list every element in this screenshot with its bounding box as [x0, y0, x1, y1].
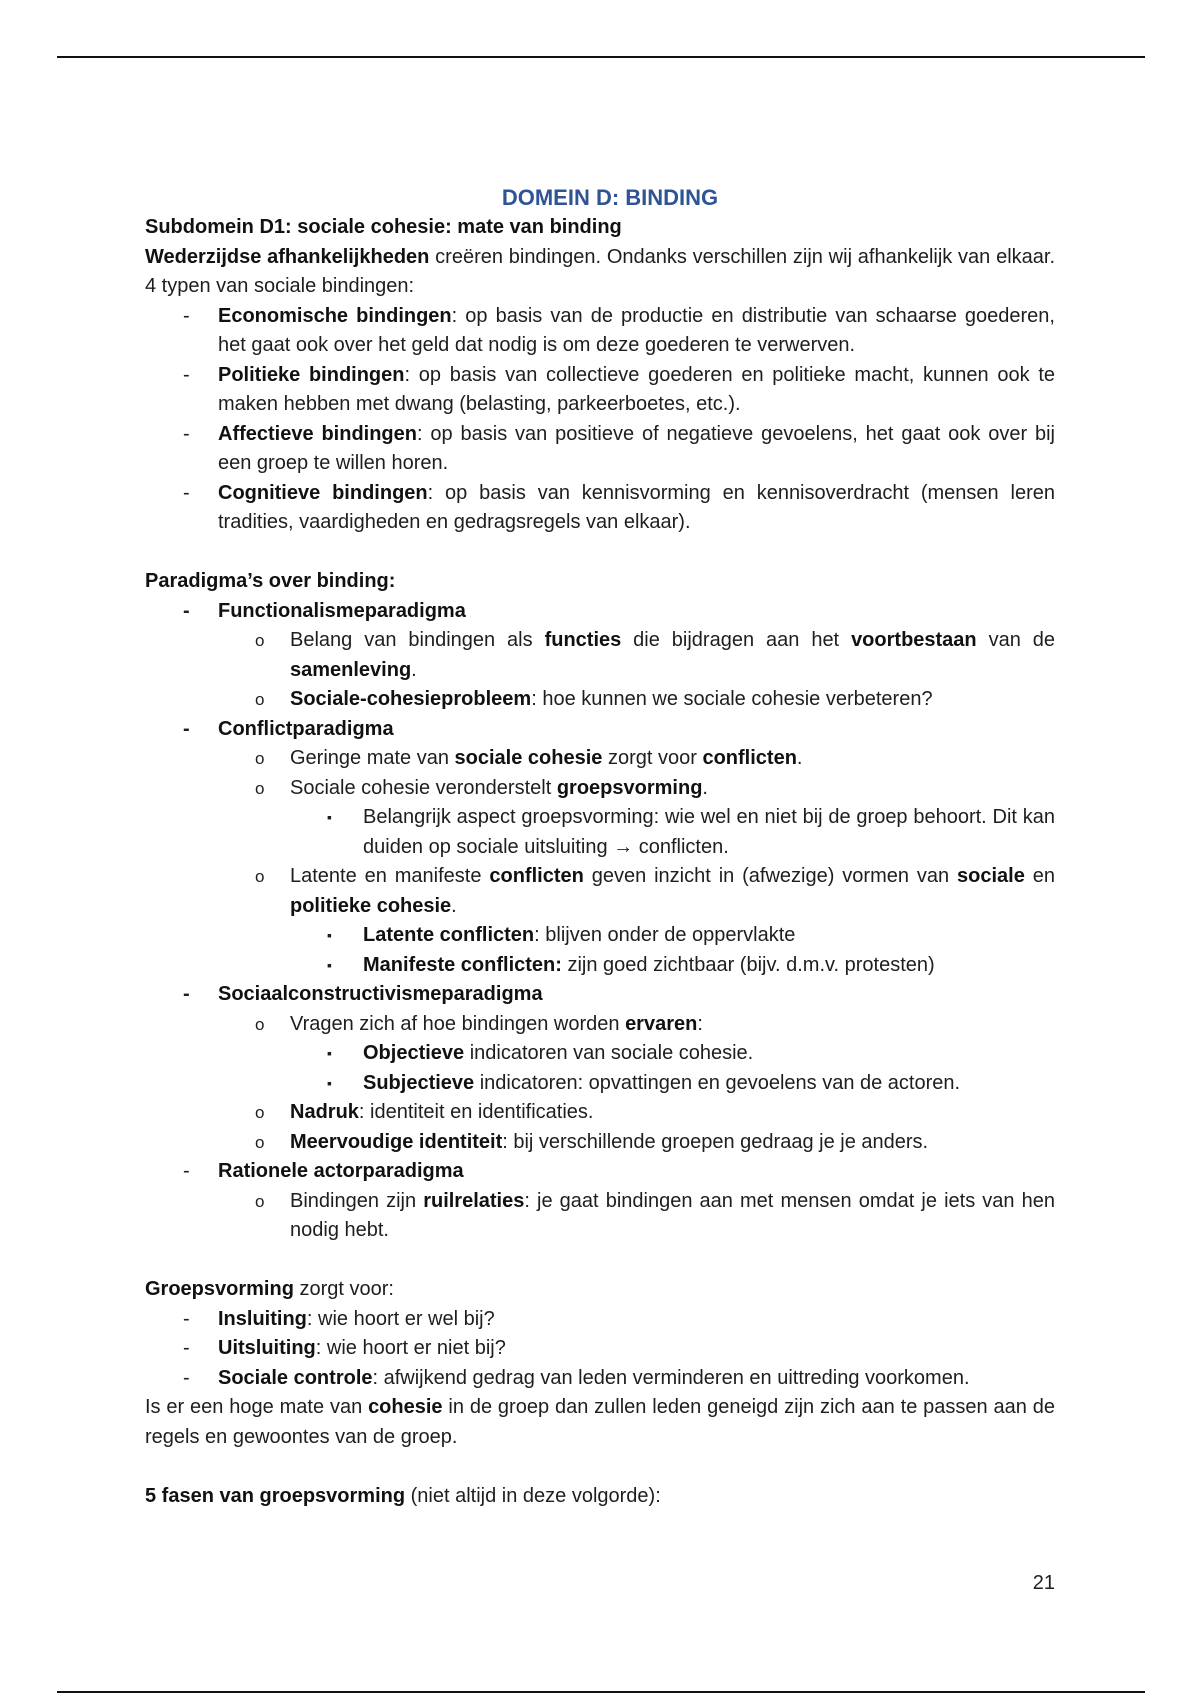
list-item: - Affectieve bindingen: op basis van positieve of negatieve gevoelens, het gaat ook over bij een groep te willen horen.: [183, 422, 1055, 474]
list-item: ▪ Objectieve indicatoren van sociale cohesie.: [327, 1042, 754, 1064]
list-item: o Nadruk: identiteit en identificaties.: [255, 1101, 594, 1123]
conflict-sublist: [145, 744, 1055, 803]
paradigma-functionalisme: - Functionalismeparadigma: [183, 599, 466, 622]
cohesie-paragraph: Is er een hoge mate van cohesie in de groep dan zullen leden geneigd zijn zich aan te passen aan de regels en gewoontes van de groep.: [145, 1396, 1056, 1448]
list-item: o Bindingen zijn ruilrelaties: je gaat bindingen aan met mensen omdat je iets van hen nodig hebt.: [255, 1189, 1056, 1241]
list-item: ▪ Belangrijk aspect groepsvorming: wie wel en niet bij de groep behoort. Dit kan duiden op sociale uitsluiting → conflicten.: [327, 806, 1055, 858]
conflict-subsublist-2: [145, 921, 1055, 980]
list-item: - Sociale controle: afwijkend gedrag van leden verminderen en uittreding voorkomen.: [183, 1366, 970, 1389]
list-item: o Sociale cohesie veronderstelt groepsvorming.: [255, 776, 708, 799]
sociaalconstructivisme-sublist-2: [145, 1098, 1055, 1157]
page-title: DOMEIN D: BINDING: [501, 185, 719, 210]
page-number: 21: [1032, 1572, 1055, 1594]
list-item: o Geringe mate van sociale cohesie zorgt voor conflicten.: [255, 747, 803, 769]
paradigma-list-3: [145, 980, 1055, 1010]
conflict-sublist-2: [145, 862, 1055, 921]
paradigmas-heading: Paradigma’s over binding:: [145, 570, 396, 592]
intro-paragraph: Wederzijdse afhankelijkheden creëren bindingen. Ondanks verschillen zijn wij afhankelijk van elkaar. 4 typen van sociale bindingen:: [145, 245, 1056, 297]
document-body: [145, 183, 1055, 1511]
list-item: - Politieke bindingen: op basis van collectieve goederen en politieke macht, kunnen ook te maken hebben met dwang (belasting, parkeerboetes, etc.).: [183, 363, 1055, 415]
paradigma-list-2: [145, 715, 1055, 745]
paradigma-sociaalconstructivisme: - Sociaalconstructivismeparadigma: [183, 983, 543, 1005]
list-item: ▪ Latente conflicten: blijven onder de oppervlakte: [327, 924, 796, 946]
conflict-subsublist-1: [145, 803, 1055, 862]
list-item: o Sociale-cohesieprobleem: hoe kunnen we sociale cohesie verbeteren?: [255, 688, 933, 710]
footer-rule: [57, 1691, 1145, 1693]
paradigma-rationeel: - Rationele actorparadigma: [183, 1160, 464, 1182]
list-item: - Uitsluiting: wie hoort er niet bij?: [183, 1337, 506, 1359]
sociaalconstructivisme-subsublist: [145, 1039, 1055, 1098]
list-item: o Latente en manifeste conflicten geven inzicht in (afwezige) vormen van sociale en politieke cohesie.: [255, 865, 1055, 917]
paradigma-conflict: - Conflictparadigma: [183, 717, 394, 740]
fasen-heading: 5 fasen van groepsvorming (niet altijd in deze volgorde):: [145, 1484, 661, 1507]
list-item: o Meervoudige identiteit: bij verschillende groepen gedraag je je anders.: [255, 1130, 929, 1153]
sociaalconstructivisme-sublist: [145, 1010, 1055, 1040]
list-item: - Economische bindingen: op basis van de productie en distributie van schaarse goederen, het gaat ook over het geld dat nodig is om deze goederen te verwerven.: [183, 304, 1055, 356]
list-item: - Cognitieve bindingen: op basis van kennisvorming en kennisoverdracht (mensen leren tradities, vaardigheden en gedragsregels van elkaar).: [183, 481, 1055, 533]
groepsvorming-list: [145, 1305, 1055, 1394]
paradigma-list-4: [145, 1157, 1055, 1187]
list-item: - Insluiting: wie hoort er wel bij?: [183, 1307, 495, 1330]
list-item: o Vragen zich af hoe bindingen worden ervaren:: [255, 1012, 703, 1035]
subdomain-heading: Subdomein D1: sociale cohesie: mate van binding: [145, 216, 622, 238]
paradigma-list: [145, 597, 1055, 627]
list-item: ▪ Manifeste conflicten: zijn goed zichtbaar (bijv. d.m.v. protesten): [327, 953, 935, 976]
header-rule: [57, 56, 1145, 58]
list-item: o Belang van bindingen als functies die bijdragen aan het voortbestaan van de samenleving.: [255, 629, 1056, 681]
bindingen-list: [145, 302, 1055, 538]
functionalisme-sublist: [145, 626, 1055, 715]
groepsvorming-heading: Groepsvorming zorgt voor:: [145, 1278, 394, 1300]
rationeel-sublist: [145, 1187, 1055, 1246]
list-item: ▪ Subjectieve indicatoren: opvattingen en gevoelens van de actoren.: [327, 1071, 961, 1094]
